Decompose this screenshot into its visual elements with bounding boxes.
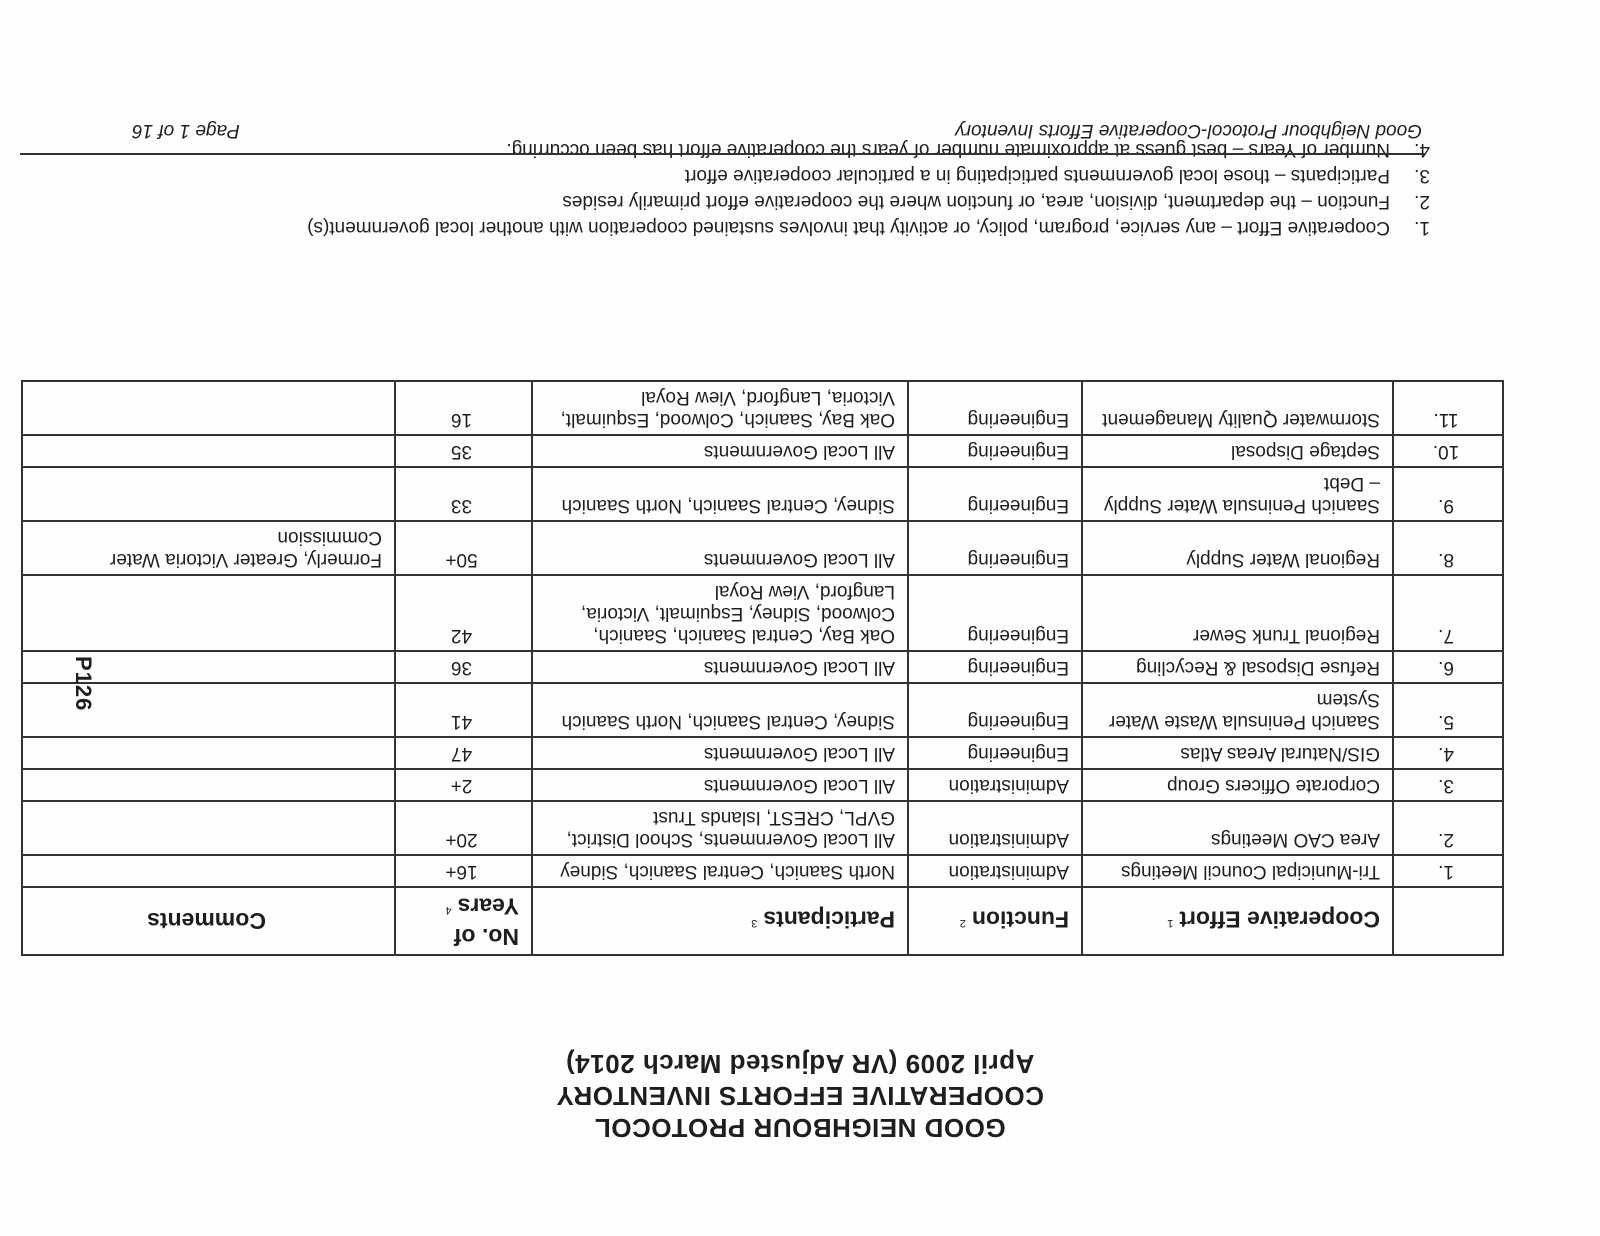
row-number: 8. [1393,521,1503,575]
cooperative-effort-cell: Septage Disposal [1082,435,1393,467]
participants-cell: All Local Governments [532,737,908,769]
years-cell: 2+ [395,769,532,801]
row-number: 1. [1393,855,1503,887]
comments-cell [22,801,395,855]
title-line: COOPERATIVE EFFORTS INVENTORY [556,1081,1044,1111]
table-row [22,855,1503,887]
table-row [22,651,1503,683]
years-cell: 20+ [395,801,532,855]
function-cell: Engineering [908,521,1082,575]
participants-cell: All Local Governments [532,435,908,467]
row-number: 9. [1393,467,1503,521]
page-stamp: P126 [71,656,96,712]
footnote-marker: 2 [959,917,966,930]
footnote-item [30,214,1430,240]
footnote-marker: 3 [751,917,758,930]
participants-cell: All Local Governments, School District, GVPL, CREST, Islands Trust [532,801,908,855]
page-number: Page 1 of 16 [132,120,240,141]
years-cell: 41 [395,683,532,737]
header-function-label: Function [971,906,1069,933]
years-cell: 50+ [395,521,532,575]
footnote-text: Number of Years – best guess at approximate number of years the cooperative effort has been occurring. [506,139,1390,160]
years-cell: 36 [395,651,532,683]
footer-document-name: Good Neighbour Protocol-Cooperative Efforts Inventory [955,120,1422,141]
comments-cell [22,855,395,887]
comments-cell [22,737,395,769]
cooperative-effort-cell: Area CAO Meetings [1082,801,1393,855]
row-number: 7. [1393,575,1503,651]
row-number: 2. [1393,801,1503,855]
participants-cell: Oak Bay, Central Saanich, Saanich, Colwood, Sidney, Esquimalt, Victoria, Langford, View Royal [532,575,908,651]
years-cell: 42 [395,575,532,651]
footnote-marker: 1 [1167,917,1174,930]
participants-cell: North Saanich, Central Saanich, Sidney [532,855,908,887]
cooperative-effort-cell: Corporate Officers Group [1082,769,1393,801]
header-participants-label: Participants [763,906,895,933]
footnote-number: 4. [1414,139,1430,160]
table-row [22,737,1503,769]
footnote-text: Function – the department, division, area, or function where the cooperative effort primarily resides [562,191,1390,212]
header-years-label: No. of Years [453,893,519,950]
header-effort [1082,887,1393,955]
header-number [1393,887,1503,955]
footer-divider [20,153,1425,155]
footnote-item [30,188,1430,214]
table-row [22,521,1503,575]
cooperative-effort-cell: Saanich Peninsula Waste Water System [1082,683,1393,737]
header-years [395,887,532,955]
table-row [22,769,1503,801]
header-participants [532,887,908,955]
row-number: 10. [1393,435,1503,467]
row-number: 3. [1393,769,1503,801]
participants-cell: All Local Governments [532,769,908,801]
row-number: 4. [1393,737,1503,769]
years-cell: 47 [395,737,532,769]
title-line: April 2009 (VR Adjusted March 2014) [565,1049,1035,1079]
cooperative-effort-cell: Saanich Peninsula Water Supply – Debt [1082,467,1393,521]
header-comments: Comments [22,887,395,955]
cooperative-effort-cell: GIS/Natural Areas Atlas [1082,737,1393,769]
function-cell: Engineering [908,737,1082,769]
cooperative-effort-cell: Tri-Municipal Council Meetings [1082,855,1393,887]
comments-cell [22,381,395,435]
years-cell: 35 [395,435,532,467]
participants-cell: All Local Governments [532,521,908,575]
function-cell: Administration [908,769,1082,801]
footnote-item [30,162,1430,188]
function-cell: Administration [908,855,1082,887]
comments-cell: Formerly, Greater Victoria Water Commission [22,521,395,575]
table-row [22,575,1503,651]
footnote-number: 2. [1414,191,1430,212]
cooperative-effort-cell: Regional Water Supply [1082,521,1393,575]
function-cell: Engineering [908,575,1082,651]
years-cell: 16+ [395,855,532,887]
years-cell: 33 [395,467,532,521]
table-row [22,435,1503,467]
participants-cell: All Local Governments [532,651,908,683]
cooperative-effort-cell: Refuse Disposal & Recycling [1082,651,1393,683]
footnote-number: 3. [1414,165,1430,186]
title-line: GOOD NEIGHBOUR PROTOCOL [594,1113,1006,1143]
participants-cell: Sidney, Central Saanich, North Saanich [532,467,908,521]
cooperative-effort-cell: Stormwater Quality Management [1082,381,1393,435]
footnotes [30,136,1430,240]
participants-cell: Oak Bay, Saanich, Colwood, Esquimalt, Victoria, Langford, View Royal [532,381,908,435]
row-number: 11. [1393,381,1503,435]
inventory-table [21,380,1504,956]
footnote-number: 1. [1414,217,1430,238]
function-cell: Engineering [908,467,1082,521]
table-row [22,381,1503,435]
row-number: 6. [1393,651,1503,683]
comments-cell [22,467,395,521]
function-cell: Engineering [908,435,1082,467]
row-number: 5. [1393,683,1503,737]
table-row [22,801,1503,855]
function-cell: Engineering [908,381,1082,435]
table-row [22,467,1503,521]
header-effort-label: Cooperative Effort [1179,906,1380,933]
footnote-text: Participants – those local governments participating in a particular cooperative effort [684,165,1390,186]
document-title [0,1048,1600,1144]
comments-cell [22,769,395,801]
participants-cell: Sidney, Central Saanich, North Saanich [532,683,908,737]
comments-cell [22,435,395,467]
function-cell: Administration [908,801,1082,855]
table-body [22,381,1503,887]
function-cell: Engineering [908,683,1082,737]
comments-cell [22,575,395,651]
function-cell: Engineering [908,651,1082,683]
cooperative-effort-cell: Regional Trunk Sewer [1082,575,1393,651]
table-row [22,683,1503,737]
table-header-row [22,887,1503,955]
footnote-marker: 4 [445,903,452,916]
years-cell: 16 [395,381,532,435]
header-function [908,887,1082,955]
footnote-text: Cooperative Effort – any service, program, policy, or activity that involves sustained cooperation with another local government(s) [307,217,1390,238]
